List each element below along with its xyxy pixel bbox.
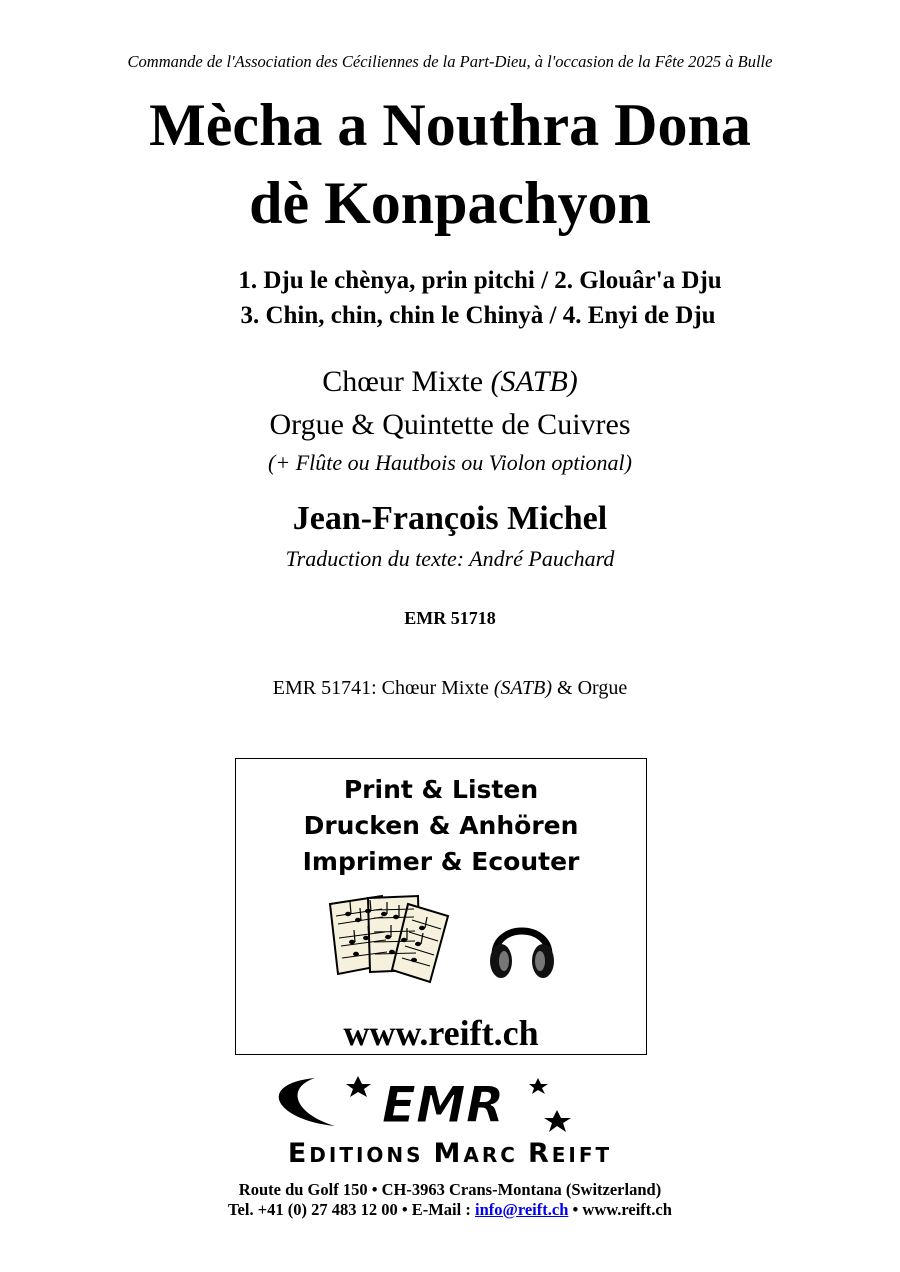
publisher-rest-1: DITIONS: [309, 1143, 434, 1167]
publisher-name: [0, 1140, 900, 1167]
logo-text: EMR: [381, 1076, 505, 1134]
promo-url[interactable]: www.reift.ch: [343, 1013, 539, 1053]
alt-code: EMR 51741: Chœur Mixte: [272, 677, 494, 699]
print-listen-box: [235, 758, 647, 1055]
alt-voices: (SATB): [493, 677, 553, 699]
title-line-2: dè Konpachyon: [249, 170, 651, 236]
translation-credit: Traduction du texte: André Pauchard: [285, 546, 615, 571]
publisher-initial-1: E: [287, 1138, 310, 1169]
publisher-address: Route du Golf 150 • CH-3963 Crans-Montana (Switzerland): [238, 1180, 662, 1199]
promo-line-french: Imprimer & Ecouter: [302, 847, 580, 876]
alternate-edition: [0, 677, 900, 700]
publisher-rest-2: ARC: [463, 1143, 528, 1167]
scoring-instruments: Orgue & Quintette de Cuivres: [269, 408, 631, 441]
choir-label: Chœur Mixte: [322, 365, 491, 398]
promo-line-german: Drucken & Anhören: [303, 811, 579, 840]
publisher-tel: Tel. +41 (0) 27 483 12 00 • E-Mail :: [228, 1200, 475, 1219]
movements-line-2: 3. Chin, chin, chin le Chinyà / 4. Enyi de Dju: [240, 302, 716, 329]
catalog-code: EMR 51718: [404, 608, 496, 628]
publisher-initial-3: R: [527, 1138, 552, 1169]
publisher-web: • www.reift.ch: [568, 1200, 672, 1219]
title-line-1: Mècha a Nouthra Dona: [149, 92, 751, 158]
promo-line-english: Print & Listen: [343, 775, 539, 804]
scoring-optional: (+ Flûte ou Hautbois ou Violon optional): [268, 450, 632, 475]
choir-voices: (SATB): [490, 365, 578, 398]
scoring-choir: [0, 365, 900, 399]
publisher-rest-3: EIFT: [551, 1143, 613, 1167]
commission-note: Commande de l'Association des Céciliennes de la Part-Dieu, à l'occasion de la Fête 2025 à Bulle: [127, 52, 773, 71]
sheet-music-icon: [326, 892, 452, 984]
composer: Jean-François Michel: [292, 500, 608, 537]
headphones-icon: [487, 915, 557, 981]
alt-rest: & Orgue: [552, 677, 628, 699]
email-link[interactable]: info@reift.ch: [474, 1200, 569, 1219]
movements-line-1: 1. Dju le chènya, prin pitchi / 2. Glouâr'a Dju: [238, 267, 722, 294]
publisher-contact: [0, 1200, 900, 1220]
publisher-initial-2: M: [433, 1138, 464, 1169]
emr-logo: [235, 1070, 655, 1140]
